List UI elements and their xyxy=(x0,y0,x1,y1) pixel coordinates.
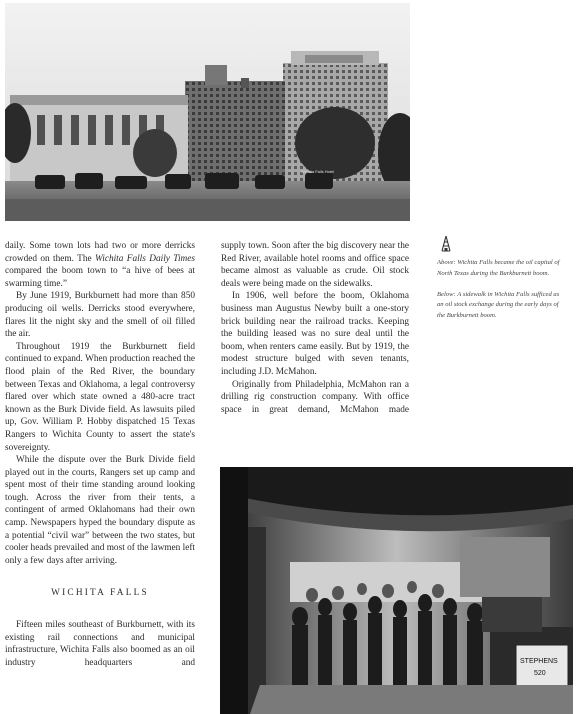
text-run: compared the boom town to “a hive of bees at swarming time.” xyxy=(5,266,195,289)
sidewalk-stock-exchange-photo xyxy=(220,467,573,714)
paragraph: Originally from Philadelphia, McMahon ran a drilling rig construction company. With office space in great demand, McMahon made xyxy=(221,379,409,415)
caption-below: Below: A sidewalk in Wichita Falls sufficed as an oil stock exchange during the early days of the Burkburnett boom. xyxy=(437,290,560,320)
article-column-1 xyxy=(5,240,195,669)
oil-derrick-icon xyxy=(441,236,451,252)
paragraph: supply town. Soon after the big discovery near the Red River, available hotel rooms and office space became almost as valuable as crude. Oil stock deals were being made on the sidewalks. xyxy=(221,241,409,289)
paragraph xyxy=(5,240,195,290)
section-heading: WICHITA FALLS xyxy=(51,588,149,599)
newspaper-title: Wichita Falls Daily Times xyxy=(95,253,195,264)
caption-above: Above: Wichita Falls became the oil capital of North Texas during the Burkburnett boom. xyxy=(437,259,560,277)
paragraph: Fifteen miles southeast of Burkburnett, with its existing rail connections and municipal infrastructure, Wichita Falls also boomed as an oil industry headquarters and xyxy=(5,620,195,668)
paragraph: In 1906, well before the boom, Oklahoma business man Augustus Newby built a one-story brick building near the railroad tracks. Keeping the building leased was no sure deal until the boom, when renters came easily. But by 1919, the modest structure bulged with seven tenants, including J.D. McMahon. xyxy=(221,291,409,377)
article-column-2 xyxy=(221,240,409,416)
photo-captions xyxy=(437,236,567,332)
wichita-falls-skyline-photo xyxy=(5,3,410,221)
paragraph: Throughout 1919 the Burkburnett field continued to expand. When production reached the flood plain of the Red River, the boundary between Texas and Oklahoma, a legal controversy flared over which state owned a 480-acre tract known as the Burk Divide field. As lawsuits piled up, Gov. William P. Hobby dispatched 15 Texas Rangers to Wichita County to assert the state's sovereignty. xyxy=(5,341,195,453)
top-photo-sign: Wichita Falls Hotel xyxy=(301,169,335,174)
bottom-photo-sign-name: STEPHENS xyxy=(520,658,558,665)
bottom-photo-sign-number: 520 xyxy=(534,670,546,677)
paragraph: While the dispute over the Burk Divide field played out in the courts, Rangers set up camp and spent most of their time standing around looking tough. Across the river from their tents, a contingent of armed Oklahomans had their own camp. Newspapers hyped the boundary dispute as a potential “civil war” between the two states, but cooler heads prevailed and most of the lawmen left only a few days after arriving. xyxy=(5,455,196,566)
text-run: daily. Some town lots had two or more derricks crowded on them. The xyxy=(5,241,195,264)
paragraph: By June 1919, Burkburnett had more than 850 producing oil wells. Derricks stood everywhere, flares lit the night sky and the smell of oil filled the air. xyxy=(5,291,195,340)
